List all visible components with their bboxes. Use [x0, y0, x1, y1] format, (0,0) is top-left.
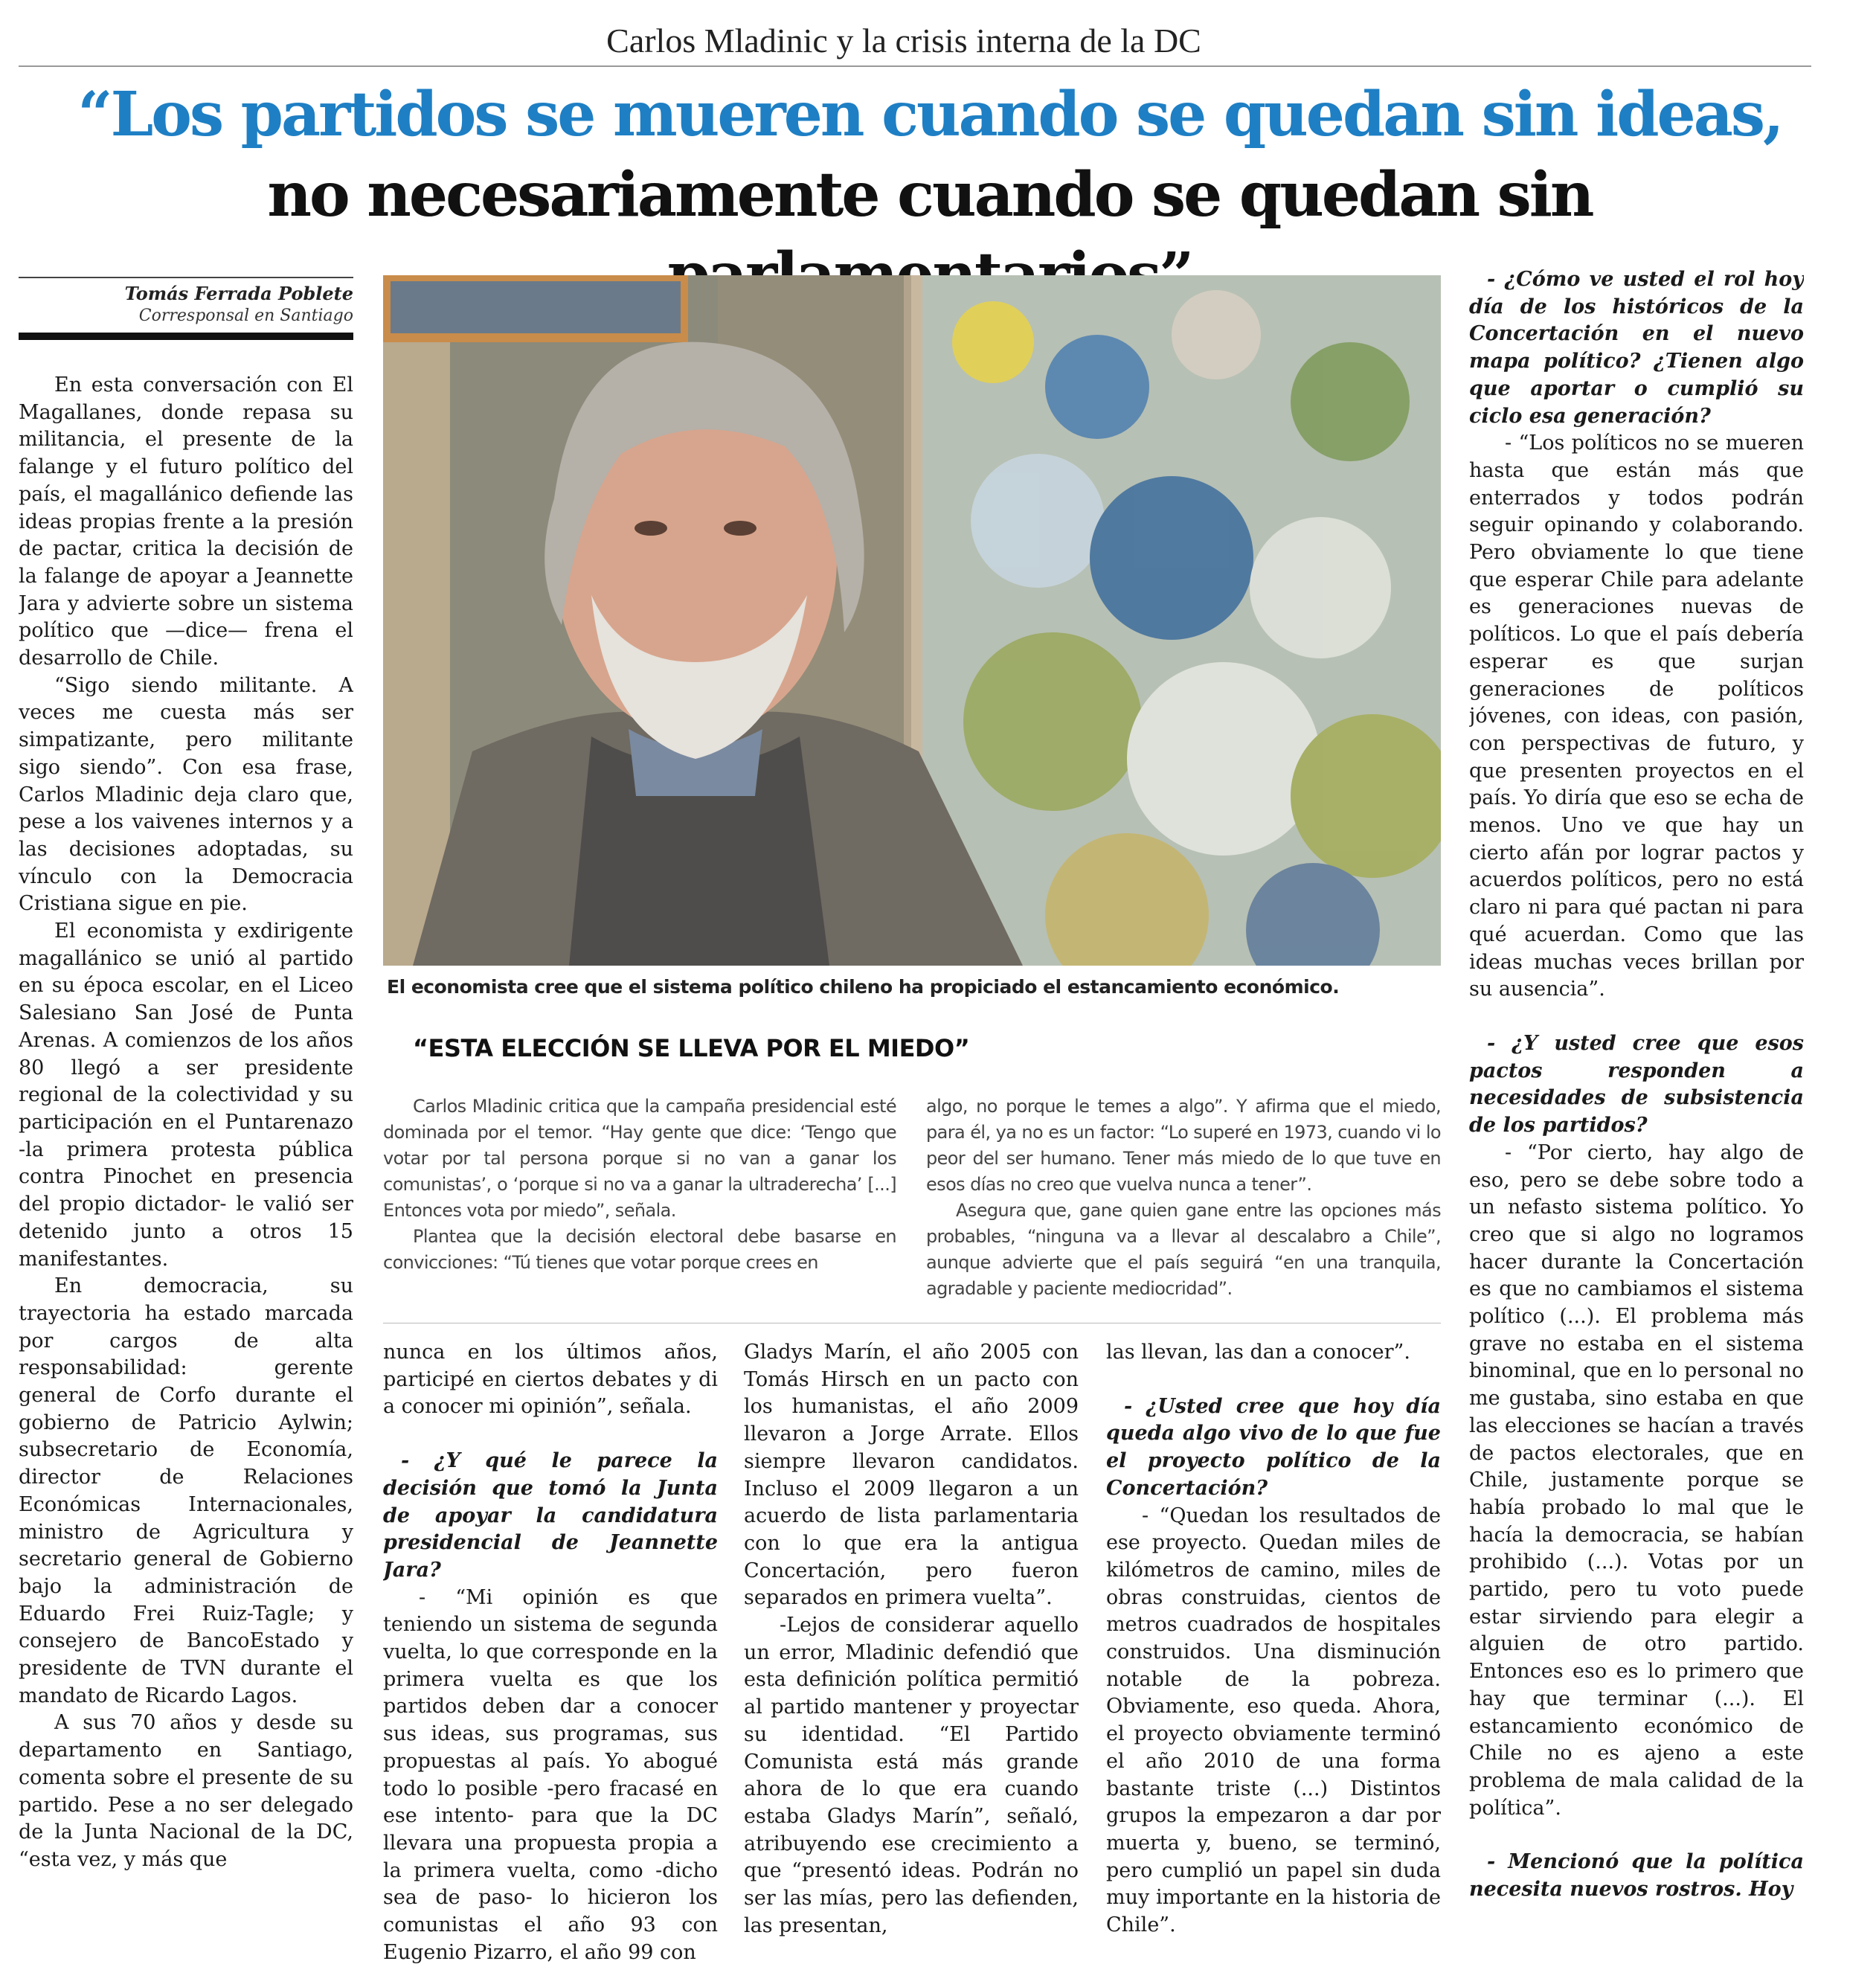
- paragraph: En esta conversación con El Magallanes, donde repasa su militancia, el presente de la falange y el futuro político del país, el magallánico defiende las ideas propias frente a la presión de pactar, critica la decisión de la falange de apoyar a Jeannette Jara y advierte sobre un sistema político que —dice— frena el desarrollo de Chile.: [19, 373, 353, 670]
- portrait-illustration: [383, 275, 1441, 966]
- answer: - “Por cierto, hay algo de eso, pero se debe sobre todo a un nefasto sistema político. Yo creo que si algo no logramos hacer durante la Concertación es que no cambiamos el sistema político (...). El problema más grave no estaba en el sistema binominal, que en lo personal no me gustaba, sino estaba en que las elecciones se hacían a través de pactos electorales, que en Chile, justamente porque se había probado lo mal que le hacía la democracia, se habían prohibido (...). Votas por un partido, pero tu voto puede estar sirviendo para elegir a alguien de otro partido. Entonces eso es lo primero que hay que terminar (...). El estancamiento económico de Chile no es ajeno a este problema de mala calidad de la política”.: [1469, 1140, 1804, 1820]
- kicker: Carlos Mladinic y la crisis interna de la DC: [606, 22, 1201, 60]
- article-column-3: [744, 1339, 1079, 1967]
- paragraph: Asegura que, gane quien gane entre las opciones más probables, “ninguna va a llevar al descalabro a Chile”, aunque advierte que el país seguirá “en una tranquila, agradable y paciente mediocridad”.: [926, 1200, 1441, 1299]
- paragraph: algo, no porque le temes a algo”. Y afirma que el miedo, para él, ya no es un factor: “Lo superé en 1973, cuando vi lo peor del ser humano. Tener más miedo de lo que tuve en esos días no creo que vuelva nunca a tener”.: [926, 1096, 1441, 1195]
- byline-role: Corresponsal en Santiago: [138, 307, 353, 325]
- box-column-left: [383, 1094, 896, 1317]
- question: - Mencionó que la política necesita nuevos rostros. Hoy: [1469, 1850, 1804, 1902]
- paragraph: Carlos Mladinic critica que la campaña presidencial esté dominada por el temor. “Hay gente que dice: ‘Tengo que votar por tal persona porque si no van a ganar los comunistas’, o ‘porque si no va a ganar la ultraderecha’ [...] Entonces vota por miedo”, señala.: [383, 1096, 896, 1221]
- paragraph: Plantea que la decisión electoral debe basarse en convicciones: “Tú tienes que votar porque crees en: [383, 1226, 896, 1273]
- paragraph: Gladys Marín, el año 2005 con Tomás Hirsch en un pacto con los humanistas, el año 2009 llevaron a Jorge Arrate. Ellos siempre llevaron candidatos. Incluso el 2009 llegaron a un acuerdo de lista parlamentaria con lo que era la antigua Concertación, pero fueron separados en primera vuelta”.: [744, 1341, 1079, 1610]
- article-column-1: [19, 372, 353, 1967]
- article-photo: [383, 275, 1441, 966]
- question: - ¿Cómo ve usted el rol hoy día de los históricos de la Concertación en el nuevo mapa político? ¿Tienen algo que aportar o cumplió su ciclo esa generación?: [1469, 268, 1804, 428]
- paragraph: A sus 70 años y desde su departamento en Santiago, comenta sobre el presente de su partido. Pese a no ser delegado de la Junta Nacional de la DC, “esta vez, y más que: [19, 1711, 353, 1871]
- answer: - “Mi opinión es que teniendo un sistema de segunda vuelta, lo que corresponde en la primera vuelta es que los partidos deben dar a conocer sus ideas, sus programas, sus propuestas al país. Yo abogué todo lo posible -pero fracasé en ese intento- para que la DC llevara una propuesta propia a la primera vuelta, como -dicho sea de paso- lo hicieron los comunistas el año 93 con Eugenio Pizarro, el año 99 con: [383, 1585, 718, 1964]
- top-rule: [19, 65, 1811, 67]
- article-column-4: [1106, 1339, 1441, 1967]
- article-column-5: [1469, 266, 1804, 1967]
- paragraph: “Sigo siendo militante. A veces me cuesta más ser simpatizante, pero militante sigo siendo”. Con esa frase, Carlos Mladinic deja claro que, pese a los vaivenes internos y a las decisiones adoptadas, su vínculo con la Democracia Cristiana sigue en pie.: [19, 673, 353, 916]
- box-column-right: [926, 1094, 1441, 1317]
- question: - ¿Usted cree que hoy día queda algo vivo de lo que fue el proyecto político de la Concertación?: [1106, 1394, 1441, 1500]
- paragraph: las llevan, las dan a conocer”.: [1106, 1341, 1410, 1364]
- paragraph: En democracia, su trayectoria ha estado marcada por cargos de alta responsabilidad: gerente general de Corfo durante el gobierno de Patricio Aylwin; subsecretario de Economía, director de Relaciones Económicas Internacionales, ministro de Agricultura y secretario general de Gobierno bajo la administración de Eduardo Frei Ruiz-Tagle; y consejero de BancoEstado y presidente de TVN durante el mandato de Ricardo Lagos.: [19, 1274, 353, 1707]
- byline-author: Tomás Ferrada Poblete: [124, 283, 353, 304]
- paragraph: -Lejos de considerar aquello un error, Mladinic defendió que esta definición política permitió al partido mantener y proyectar su identidad. “El Partido Comunista está más grande ahora de lo que era cuando estaba Gladys Marín”, señaló, atribuyendo ese crecimiento a que “presentó ideas. Podrán no ser las mías, pero las defienden, las presentan,: [744, 1614, 1079, 1937]
- question: - ¿Y qué le parece la decisión que tomó la Junta de apoyar la candidatura presidencial de Jeannette Jara?: [383, 1449, 718, 1582]
- paragraph: El economista y exdirigente magallánico se unió al partido en su época escolar, en el Liceo Salesiano San José de Punta Arenas. A comienzos de los años 80 llegó a ser presidente regional de la colectividad y su participación en el Puntarenazo -la primera protesta pública contra Pinochet en presencia del propio dictador- le valió ser detenido junto a otros 15 manifestantes.: [19, 920, 353, 1271]
- paragraph: nunca en los últimos años, participé en ciertos debates y di a conocer mi opinión”, señala.: [383, 1341, 718, 1419]
- box-title: “ESTA ELECCIÓN SE LLEVA POR EL MIEDO”: [413, 1034, 970, 1062]
- article-column-2: [383, 1339, 718, 1967]
- byline-rule: [19, 277, 353, 278]
- answer: - “Quedan los resultados de ese proyecto. Quedan miles de kilómetros de camino, miles de obras construidas, cientos de metros cuadrados de hospitales construidos. Una disminución notable de la pobreza. Obviamente, eso queda. Ahora, el proyecto obviamente terminó el año 2010 de una forma bastante triste (...) Distintos grupos la empezaron a dar por muerta y, bueno, se terminó, pero cumplió un papel sin duda muy importante en la historia de Chile”.: [1106, 1504, 1441, 1937]
- headline-highlight: “Los partidos se mueren cuando se quedan sin ideas,: [77, 79, 1782, 150]
- byline-bar: [19, 333, 353, 340]
- headline-rest: no necesariamente cuando se quedan sin: [267, 159, 1593, 231]
- question: - ¿Y usted cree que esos pactos responden a necesidades de subsistencia de los partidos?: [1469, 1031, 1804, 1137]
- answer: - “Los políticos no se mueren hasta que están más que enterrados y todos podrán seguir opinando y colaborando. Pero obviamente lo que tiene que esperar Chile para adelante es generaciones nuevas de políticos. Lo que el país debería esperar es que surjan generaciones de políticos jóvenes, con ideas, con pasión, con perspectivas de futuro, y que presenten proyectos en el país. Yo diría que eso se echa de menos. Uno ve que hay un cierto afán por lograr pactos y acuerdos políticos, pero no está claro ni para qué pactan ni para qué acuerdan. Como que las ideas muchas veces brillan por su ausencia”.: [1469, 431, 1804, 1001]
- photo-caption: El economista cree que el sistema político chileno ha propiciado el estancamiento económico.: [387, 976, 1340, 998]
